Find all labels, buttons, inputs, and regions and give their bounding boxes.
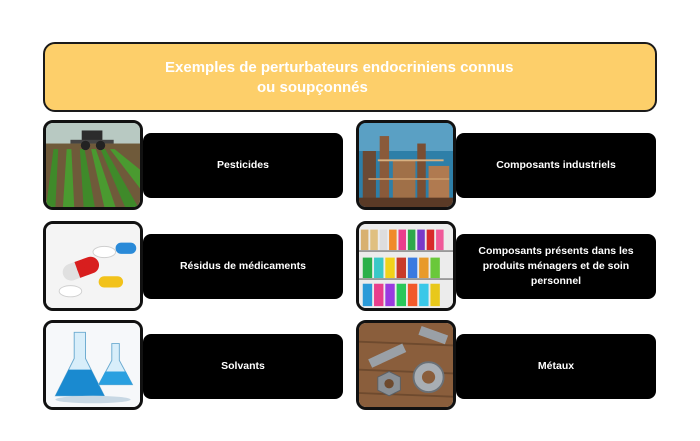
label-household-products <box>456 234 656 299</box>
label-pesticides <box>143 133 343 198</box>
pesticide-spraying-field-image <box>43 120 143 210</box>
industrial-plant-image <box>356 120 456 210</box>
laboratory-flasks-image <box>43 320 143 410</box>
label-medication-residues-text: Résidus de médicaments <box>179 260 307 272</box>
label-industrial-components-text: Composants industriels <box>496 159 616 171</box>
title-line-1: Exemples de perturbateurs endocriniens connus <box>165 59 514 76</box>
label-pesticides-text: Pesticides <box>217 159 269 171</box>
label-metals-text: Métaux <box>537 360 575 372</box>
label-household-products-text: Composants présents dans les produits ménagers et de soin personnel <box>478 245 634 287</box>
label-solvents-text: Solvants <box>221 360 265 372</box>
medication-pills-image <box>43 221 143 311</box>
label-industrial-components <box>456 133 656 198</box>
title-banner <box>43 42 657 112</box>
label-medication-residues <box>143 234 343 299</box>
household-products-shelf-image <box>356 221 456 311</box>
label-solvents <box>143 334 343 399</box>
title-line-2: ou soupçonnés <box>257 79 368 96</box>
metal-bolts-nuts-image <box>356 320 456 410</box>
label-metals <box>456 334 656 399</box>
